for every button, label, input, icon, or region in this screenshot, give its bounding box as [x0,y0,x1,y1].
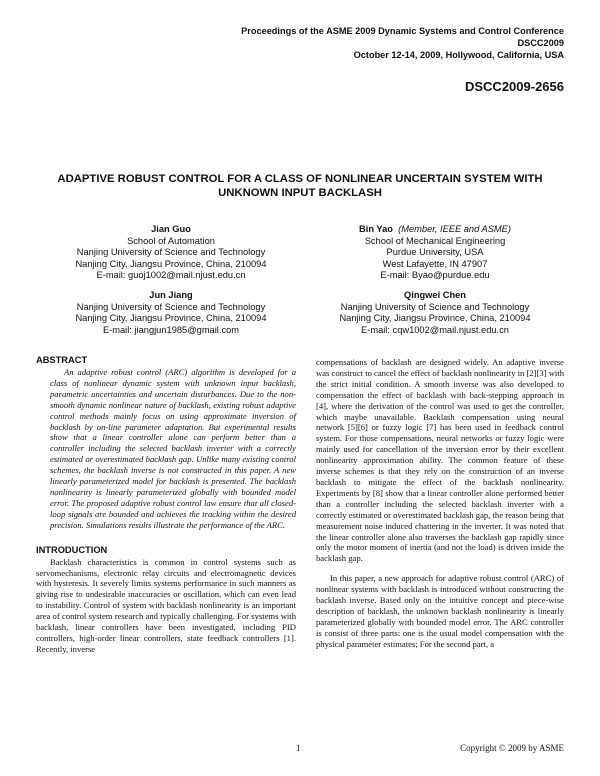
paper-id: DSCC2009-2656 [464,79,564,94]
author-block [36,290,306,336]
author-block [300,224,570,282]
right-column [316,357,564,650]
page-number: 1 [296,743,301,753]
author-role: (Member, IEEE and ASME) [398,224,511,234]
author-name: Jian Guo [151,224,191,234]
conference-name: Proceedings of the ASME 2009 Dynamic Systems and Control Conference [241,26,564,36]
body-paragraph: compensations of backlash are designed widely. An adaptive inverse was construct to cancel the effect of backlash nonlinearity in [2][3] with the strict initial condition. A smooth inverse was also developed to compensation the effect of backlash with back-stepping approach in [4], where the derivation of the control was used to get the controller, which maybe unavailable. Backlash compensation using neural network [5][6] or fuzzy logic [7] has been used in feedback control system. For those compensations, neural networks or fuzzy logic were mainly used for cancellation of the inversion error by their excellent nonlinearity approximation ability. The common feature of these inverse schemes is that they rely on the construction of an inverse backlash to mitigate the effect of the backlash nonlinearity. Experiments by [8] show that a linear controller alone performed better than a controller including the selected backlash inverter with a correctly estimated or overestimated backlash gap, the reason being that measurement noise induced chattering in the inverter. It was noted that the linear controller alone also traverses the backlash gap rapidly since only the motor moment of inertia (and not the load) is driven inside the backlash gap. [316,357,564,564]
abstract-text: An adaptive robust control (ARC) algorithm is developed for a class of nonlinear dynamic system with unknown input backlash, parametric uncertainties and uncertain disturbances. Due to the non-smooth dynamic nonlinear nature of backlash, existing robust adaptive control methods mainly focus on using approximate inversion of backlash by on-line parameter adaptation. But experimental results show that a linear controller alone can perform better than a controller including the selected backlash inverter with a correctly estimated or overestimated backlash gap. Unlike many existing control schemes, the backlash inverse is not constructed in this paper. A new linearly parameterized model for backlash is presented. The backlash nonlinearity is linearly parameterized globally with bounded model error. The proposed adaptive robust control law ensure that all closed-loop signals are bounded and achieves the tracking within the desired precision. Simulations results illustrate the performance of the ARC. [50,367,296,530]
conference-code: DSCC2009 [517,38,564,48]
author-affiliation-line: Nanjing City, Jiangsu Province, China, 210094 [75,258,267,269]
author-affiliation-line: Nanjing University of Science and Technology [76,247,266,258]
author-block [36,224,306,282]
author-affiliation-line: Nanjing University of Science and Technology [76,301,266,312]
author-email: E-mail: jiangjun1985@gmail.com [102,324,240,335]
author-affiliation-line: Nanjing City, Jiangsu Province, China, 210094 [75,313,267,324]
left-column [36,355,296,655]
paper-title: ADAPTIVE ROBUST CONTROL FOR A CLASS OF NONLINEAR UNCERTAIN SYSTEM WITH UNKNOWN INPUT BACKLASH [57,173,543,199]
conference-date-location: October 12-14, 2009, Hollywood, California, USA [353,50,564,60]
copyright-notice: Copyright © 2009 by ASME [460,743,564,753]
author-affiliation-line: West Lafayette, IN 47907 [382,258,488,269]
author-name: Jun Jiang [149,290,193,300]
author-affiliation-line: Nanjing University of Science and Technology [340,301,530,312]
author-block [300,290,570,336]
author-name: Qingwei Chen [404,290,466,300]
author-affiliation-line: School of Automation [127,235,215,246]
author-email: E-mail: Byao@purdue.edu [380,270,490,281]
body-paragraph: In this paper, a new approach for adaptive robust control (ARC) of nonlinear systems with backlash is introduced without constructing the backlash inverse. Based only on the intuitive concept and piece-wise description of backlash, the unknown backlash nonlinearity is linearly parameterized globally with bounded model error. The ARC controller is consist of three parts: one is the usual model compensation with the physical parameter estimates; For the second part, a [316,573,564,649]
introduction-heading: INTRODUCTION [36,544,108,555]
author-email: E-mail: cqw1002@mail.njust.edu.cn [361,324,509,335]
author-name: Bin Yao (Member, IEEE and ASME) [359,224,511,234]
author-affiliation-line: Nanjing City, Jiangsu Province, China, 210094 [339,313,531,324]
introduction-text: Backlash characteristics is common in control systems such as servomechanisms, electronic relay circuits and electromagnetic devices with hysteresis. It severely limits systems performance in such manners as giving rise to undesirable inaccuracies or oscillation, which can even lead to instability. Control of system with backlash nonlinearity is an important area of control system research and typically challenging. For systems with backlash, linear controllers have been investigated, including PID controllers, high-order linear controllers, state feedback controllers [1]. Recently, inverse [36,556,296,654]
author-affiliation-line: Purdue University, USA [386,247,484,258]
conference-header [241,25,564,61]
author-email: E-mail: guoj1002@mail.njust.edu.cn [96,270,246,281]
abstract-heading: ABSTRACT [36,355,88,365]
author-affiliation-line: School of Mechanical Engineering [364,235,506,246]
